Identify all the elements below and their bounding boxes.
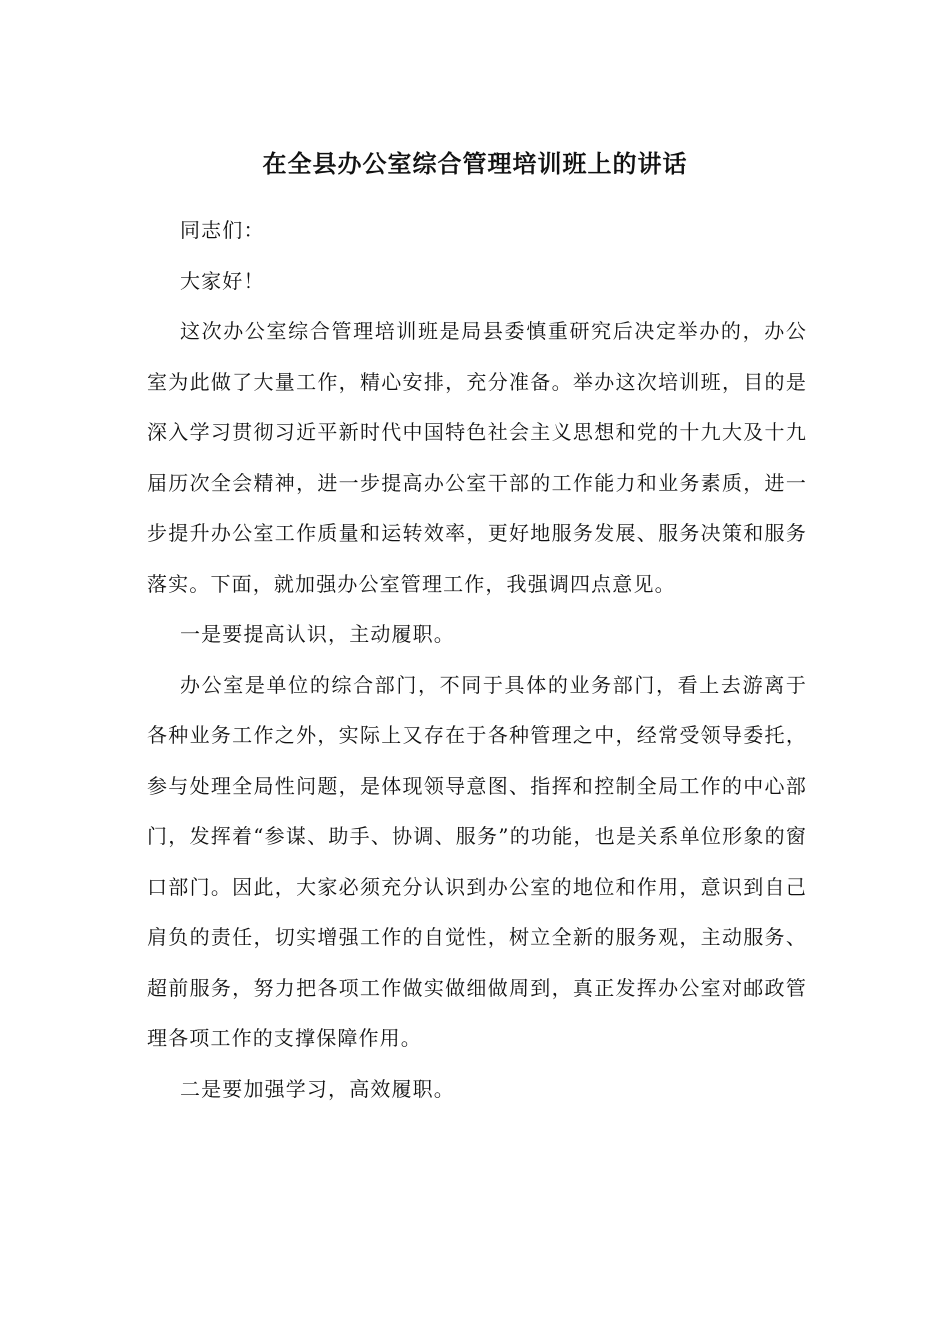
greeting-paragraph: 大家好！ — [180, 268, 265, 293]
salutation-paragraph: 同志们： — [180, 218, 265, 242]
point-one-paragraph: 办公室是单位的综合部门，不同于具体的业务部门，看上去游离于各种业务工作之外，实际上又存在于各种管理之中，经常受领导委托，参与处理全局性问题，是体现领导意图、指挥和控制全局工作的中心部门，发挥着“参谋、助手、协调、服务”的功能，也是关系单位形象的窗口部门。因此，大家必须充分认识到办公室的地位和作用，意识到自己肩负的责任，切实增强工作的自觉性，树立全新的服务观，主动服务、超前服务，努力把各项工作做实做细做周到，真正发挥办公室对邮政管理各项工作的支撑保障作用。 — [147, 672, 807, 1050]
point-two-heading: 二是要加强学习，高效履职。 — [180, 1076, 455, 1101]
intro-paragraph: 这次办公室综合管理培训班是局县委慎重研究后决定举办的，办公室为此做了大量工作，精心安排，充分准备。举办这次培训班，目的是深入学习贯彻习近平新时代中国特色社会主义思想和党的十九大及十九届历次全会精神，进一步提高办公室干部的工作能力和业务素质，进一步提升办公室工作质量和运转效率，更好地服务发展、服务决策和服务落实。下面，就加强办公室管理工作，我强调四点意见。 — [147, 319, 807, 596]
point-one-heading: 一是要提高认识，主动履职。 — [180, 622, 455, 646]
document-title: 在全县办公室综合管理培训班上的讲话 — [262, 149, 688, 178]
document-body — [147, 205, 807, 1114]
